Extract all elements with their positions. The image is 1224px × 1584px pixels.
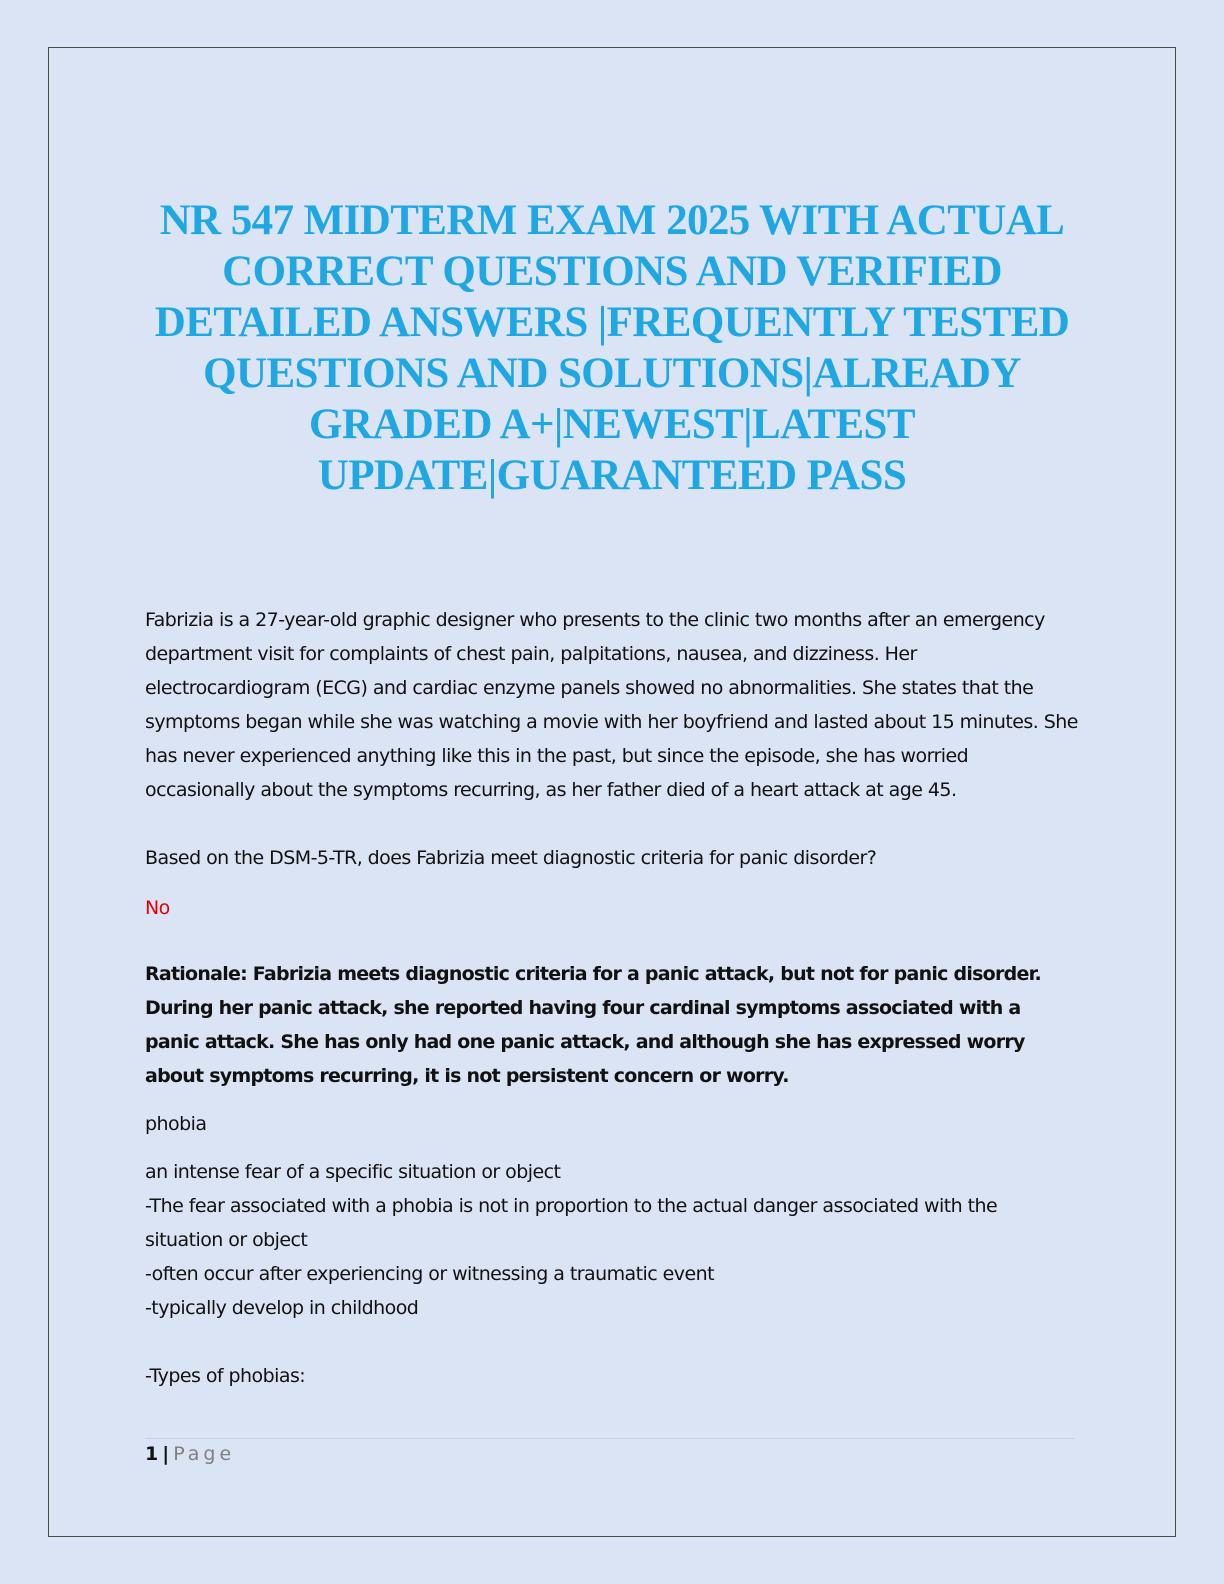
footer-separator: | [162,1443,170,1465]
term-text: phobia [145,1113,207,1135]
page-number: 1 [145,1443,159,1465]
definition-line: -typically develop in childhood [145,1297,419,1319]
definition-block [145,1155,1080,1325]
page-label: Page [173,1443,236,1465]
definition-line: an intense fear of a specific situation or object [145,1161,561,1183]
document-body [145,603,1080,1393]
footer-divider [145,1438,1075,1439]
answer-text: No [145,897,170,919]
types-heading: -Types of phobias: [145,1365,306,1387]
case-scenario: Fabrizia is a 27-year-old graphic designer who presents to the clinic two months after an emergency department visit for complaints of chest pain, palpitations, nausea, and dizziness. Her electrocardiogram (ECG) and cardiac enzyme panels showed no abnormalities. She states that the symptoms began while she was watching a movie with her boyfriend and lasted about 15 minutes. She has never experienced anything like this in the past, but since the episode, she has worried occasionally about the symptoms recurring, as her father died of a heart attack at age 45. [145,609,1078,801]
page-footer [145,1441,235,1467]
definition-line: -often occur after experiencing or witnessing a traumatic event [145,1263,714,1285]
document-title: NR 547 MIDTERM EXAM 2025 WITH ACTUAL CORRECT QUESTIONS AND VERIFIED DETAILED ANSWERS |FREQUENTLY TESTED QUESTIONS AND SOLUTIONS|ALREADY GRADED A+|NEWEST|LATEST UPDATE|GUARANTEED PASS [154,197,1070,499]
question-text: Based on the DSM-5-TR, does Fabrizia meet diagnostic criteria for panic disorder? [145,847,877,869]
rationale-text: Rationale: Fabrizia meets diagnostic criteria for a panic attack, but not for panic disorder. During her panic attack, she reported having four cardinal symptoms associated with a panic attack. She has only had one panic attack, and although she has expressed worry about symptoms recurring, it is not persistent concern or worry. [145,963,1041,1087]
definition-line: -The fear associated with a phobia is not in proportion to the actual danger associated with the situation or object [145,1195,998,1251]
